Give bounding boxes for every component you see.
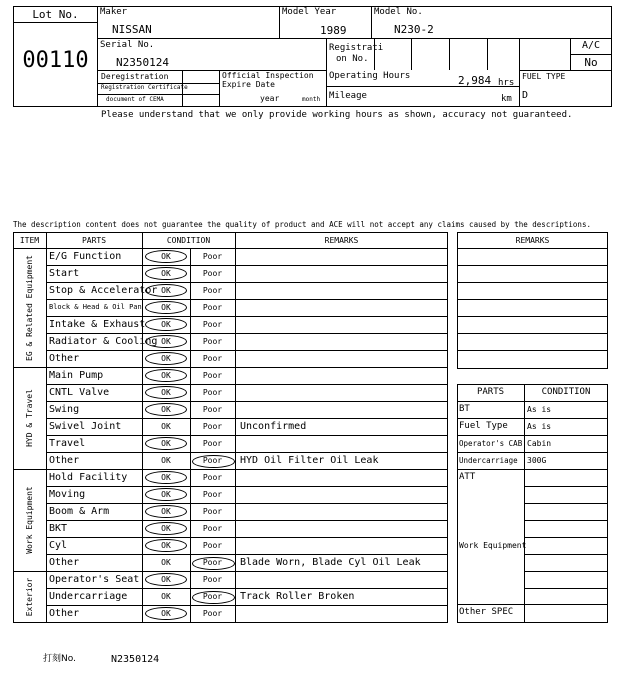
ok-selected-circle xyxy=(145,267,187,280)
group-label: Work Equipment xyxy=(24,486,34,554)
spec-parts-header: PARTS xyxy=(476,387,505,397)
registration-label-2: on No. xyxy=(336,54,369,64)
poor-option[interactable]: Poor xyxy=(202,456,223,465)
stamp-number: N2350124 xyxy=(111,654,160,665)
ok-selected-circle xyxy=(145,352,187,365)
poor-option[interactable]: Poor xyxy=(202,252,223,261)
condition-header: CONDITION xyxy=(166,236,211,245)
ok-option[interactable]: OK xyxy=(161,388,171,397)
part-name: Operator's Seat xyxy=(49,574,140,585)
poor-selected-circle xyxy=(192,557,235,570)
serial-label: Serial No. xyxy=(100,40,155,50)
ok-selected-circle xyxy=(145,284,187,297)
ok-option[interactable]: OK xyxy=(161,252,171,261)
spec-part: Operator's CAB xyxy=(459,439,523,448)
cema-label: document of CEMA xyxy=(106,96,164,103)
ok-option[interactable]: OK xyxy=(161,490,171,499)
ok-option[interactable]: OK xyxy=(161,473,171,482)
inspection-label: Official Inspection xyxy=(222,71,314,80)
poor-option[interactable]: Poor xyxy=(202,337,223,346)
part-name: BKT xyxy=(49,523,68,534)
part-name: Moving xyxy=(49,489,86,500)
remarks-header: REMARKS xyxy=(324,236,359,245)
spec-part: BT xyxy=(459,404,470,414)
serial-value: N2350124 xyxy=(116,56,169,69)
remark-text: HYD Oil Filter Oil Leak xyxy=(240,455,379,466)
spec-condition: As is xyxy=(527,422,552,431)
ok-option[interactable]: OK xyxy=(161,558,171,567)
poor-option[interactable]: Poor xyxy=(202,507,223,516)
ok-option[interactable]: OK xyxy=(161,286,171,295)
ok-selected-circle xyxy=(145,573,187,586)
year-label: year xyxy=(260,94,280,103)
ok-selected-circle xyxy=(145,539,187,552)
part-name: Main Pump xyxy=(49,370,104,381)
part-name: Other xyxy=(49,353,80,364)
part-name: Other xyxy=(49,608,80,619)
remark-text: Track Roller Broken xyxy=(240,591,355,602)
model-no-label: Model No. xyxy=(374,7,423,17)
deregistration-label: Deregistration xyxy=(101,72,169,81)
remark-text: Unconfirmed xyxy=(240,421,307,432)
remarks-table-header: REMARKS xyxy=(515,236,550,245)
item-header: ITEM xyxy=(19,236,40,245)
ac-label: A/C xyxy=(581,40,601,51)
poor-option[interactable]: Poor xyxy=(202,524,223,533)
lot-number: 00110 xyxy=(22,48,89,73)
ok-selected-circle xyxy=(145,318,187,331)
hrs-label: hrs xyxy=(498,78,515,88)
stamp-label: 打刻No. xyxy=(43,654,76,664)
poor-option[interactable]: Poor xyxy=(202,269,223,278)
working-hours-note: Please understand that we only provide working hours as shown, accuracy not guaranteed. xyxy=(101,110,573,120)
part-name: CNTL Valve xyxy=(49,387,110,398)
poor-option[interactable]: Poor xyxy=(202,439,223,448)
part-name: E/G Function xyxy=(49,251,122,262)
part-name: Hold Facility xyxy=(49,472,128,483)
ok-selected-circle xyxy=(145,403,187,416)
part-name: Start xyxy=(49,268,80,279)
ok-option[interactable]: OK xyxy=(161,524,171,533)
ok-option[interactable]: OK xyxy=(161,337,171,346)
ok-option[interactable]: OK xyxy=(161,541,171,550)
parts-header: PARTS xyxy=(81,236,107,245)
ok-selected-circle xyxy=(145,386,187,399)
maker-label: Maker xyxy=(100,7,128,17)
km-label: km xyxy=(501,94,512,104)
ok-option[interactable]: OK xyxy=(161,609,171,618)
poor-option[interactable]: Poor xyxy=(202,558,223,567)
month-label: month xyxy=(302,96,321,103)
ok-selected-circle xyxy=(145,505,187,518)
ok-selected-circle xyxy=(145,301,187,314)
inspection-label-2: Expire Date xyxy=(222,80,275,89)
registration-certificate-label: Registration Certificate xyxy=(101,84,188,91)
ok-option[interactable]: OK xyxy=(161,371,171,380)
part-name: Travel xyxy=(49,438,86,449)
ok-selected-circle xyxy=(145,369,187,382)
poor-selected-circle xyxy=(192,591,235,604)
work-equipment-label: Work Equipment xyxy=(459,541,527,550)
group-label: EG & Related Equipment xyxy=(24,254,34,361)
poor-selected-circle xyxy=(192,455,235,468)
part-name: Radiator & Cooling xyxy=(49,336,158,347)
maker-value: NISSAN xyxy=(112,23,152,36)
ok-selected-circle xyxy=(145,607,187,620)
operating-hours-label: Operating Hours xyxy=(329,71,411,81)
poor-option[interactable]: Poor xyxy=(202,388,223,397)
ac-value: No xyxy=(584,56,598,69)
poor-option[interactable]: Poor xyxy=(202,371,223,380)
poor-option[interactable]: Poor xyxy=(202,609,223,618)
ok-option[interactable]: OK xyxy=(161,405,171,414)
ok-selected-circle xyxy=(145,488,187,501)
ok-option[interactable]: OK xyxy=(161,269,171,278)
fuel-type-value: D xyxy=(522,90,529,101)
ok-option[interactable]: OK xyxy=(161,303,171,312)
model-no-value: N230-2 xyxy=(394,23,434,36)
poor-option[interactable]: Poor xyxy=(202,422,223,431)
poor-option[interactable]: Poor xyxy=(202,541,223,550)
poor-option[interactable]: Poor xyxy=(202,490,223,499)
ok-option[interactable]: OK xyxy=(161,592,171,601)
part-name: Boom & Arm xyxy=(49,506,110,517)
spec-condition-header: CONDITION xyxy=(541,387,591,397)
spec-part: Fuel Type xyxy=(459,421,508,431)
operating-hours-value: 2,984 xyxy=(458,74,492,87)
lot-label: Lot No. xyxy=(32,8,79,21)
part-name: Block & Head & Oil Pan xyxy=(49,303,142,311)
att-label: ATT xyxy=(459,472,476,482)
ok-selected-circle xyxy=(145,250,187,263)
part-name: Undercarriage xyxy=(49,591,128,602)
poor-option[interactable]: Poor xyxy=(202,354,223,363)
spec-condition: As is xyxy=(527,405,552,414)
spec-part: Undercarriage xyxy=(459,456,518,465)
model-year-label: Model Year xyxy=(282,7,337,17)
ok-option[interactable]: OK xyxy=(161,320,171,329)
poor-option[interactable]: Poor xyxy=(202,320,223,329)
mileage-label: Mileage xyxy=(329,91,367,101)
part-name: Cyl xyxy=(49,540,68,551)
ok-option[interactable]: OK xyxy=(161,354,171,363)
part-name: Other xyxy=(49,455,80,466)
part-name: Other xyxy=(49,557,80,568)
ok-option[interactable]: OK xyxy=(161,439,171,448)
poor-option[interactable]: Poor xyxy=(202,575,223,584)
part-name: Intake & Exhaust xyxy=(49,319,146,330)
ok-option[interactable]: OK xyxy=(161,575,171,584)
part-name: Swing xyxy=(49,404,80,415)
other-spec-label: Other SPEC xyxy=(459,607,514,617)
poor-option[interactable]: Poor xyxy=(202,473,223,482)
ok-option[interactable]: OK xyxy=(161,507,171,516)
ok-selected-circle xyxy=(145,471,187,484)
remark-text: Blade Worn, Blade Cyl Oil Leak xyxy=(240,557,421,568)
ok-option[interactable]: OK xyxy=(161,422,171,431)
model-year-value: 1989 xyxy=(320,24,347,37)
part-name: Swivel Joint xyxy=(49,421,122,432)
poor-option[interactable]: Poor xyxy=(202,405,223,414)
poor-option[interactable]: Poor xyxy=(202,592,223,601)
poor-option[interactable]: Poor xyxy=(202,286,223,295)
registration-label: Registrati xyxy=(329,43,384,53)
ok-selected-circle xyxy=(145,335,187,348)
ok-option[interactable]: OK xyxy=(161,456,171,465)
ok-selected-circle xyxy=(145,522,187,535)
spec-condition: 300G xyxy=(527,456,547,465)
part-name: Stop & Accelerator xyxy=(49,285,158,296)
poor-option[interactable]: Poor xyxy=(202,303,223,312)
group-label: HYD & Travel xyxy=(24,389,34,447)
spec-condition: Cabin xyxy=(527,439,552,448)
group-label: Exterior xyxy=(24,577,34,616)
disclaimer: The description content does not guarantee the quality of product and ACE will not accept any claims caused by the descriptions. xyxy=(13,220,591,229)
ok-selected-circle xyxy=(145,437,187,450)
fuel-type-label: FUEL TYPE xyxy=(522,72,566,81)
